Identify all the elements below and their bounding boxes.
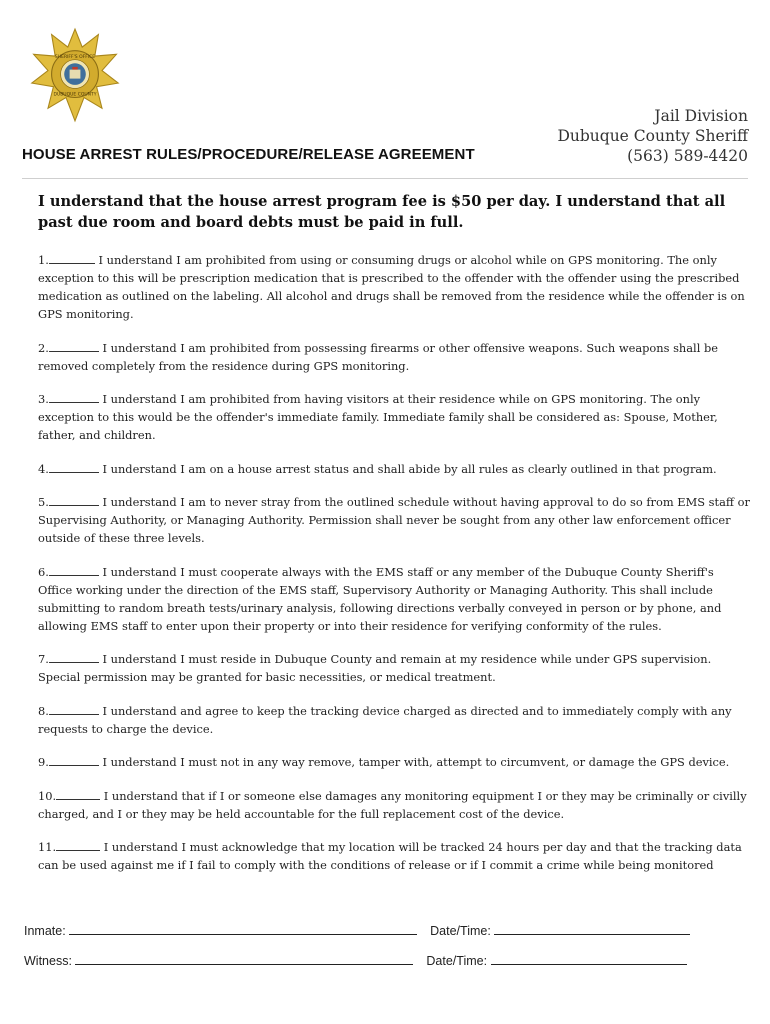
initial-blank[interactable]: [56, 789, 100, 800]
rule-item: [38, 251, 750, 323]
rule-text: I understand I must reside in Dubuque County and remain at my residence while under GPS supervision. Special permission may be granted for basic necessities, or medical treatment.: [38, 652, 712, 684]
agency-contact-block: [557, 106, 748, 166]
rule-item: [38, 339, 750, 375]
initial-blank[interactable]: [56, 840, 100, 851]
agency-phone: (563) 589-4420: [627, 147, 748, 165]
initial-blank[interactable]: [49, 253, 95, 264]
rule-text: I understand I must cooperate always with the EMS staff or any member of the Dubuque County Sheriff's Office working under the direction of the EMS staff, Supervisory Authority or Managing Authority. This shall include submitting to random breath tests/urinary analysis, following directions verbally conveyed in person or by phone, and allowing EMS staff to enter upon their property or into their residence for verifying conformity of the rules.: [38, 564, 722, 633]
witness-signature-line[interactable]: [75, 952, 413, 965]
rule-item: [38, 460, 750, 478]
rule-number: 2.: [38, 340, 49, 355]
inmate-date-label: Date/Time:: [430, 924, 491, 938]
rule-number: 10.: [38, 788, 57, 803]
rule-text: I understand and agree to keep the tracking device charged as directed and to immediately comply with any requests to charge the device.: [38, 703, 732, 736]
inmate-signature-row: [24, 922, 690, 938]
rules-list: [38, 251, 750, 890]
badge-bottom-text: DUBUQUE COUNTY: [53, 92, 97, 98]
rule-item: [38, 787, 750, 823]
initial-blank[interactable]: [49, 341, 99, 352]
rule-number: 6.: [38, 564, 49, 579]
rule-number: 3.: [38, 392, 49, 406]
rule-item: [38, 493, 750, 547]
initial-blank[interactable]: [49, 565, 99, 576]
rule-number: 8.: [38, 703, 49, 718]
sheriff-badge-logo: [30, 27, 120, 123]
witness-signature-row: [24, 952, 687, 968]
witness-date-label: Date/Time:: [426, 954, 488, 968]
rule-item: [38, 702, 750, 738]
rule-item: [38, 390, 750, 444]
rule-number: 5.: [38, 495, 49, 509]
rule-text: I understand I am prohibited from having visitors at their residence while on GPS monitoring. The only exception to this would be the offender's immediate family. Immediate family shall be considered as: Spouse, Mother, father, and children.: [38, 392, 718, 442]
rule-number: 1.: [38, 253, 49, 267]
initial-blank[interactable]: [49, 652, 99, 663]
rule-text: I understand I am prohibited from possessing firearms or other offensive weapons. Such weapons shall be removed completely from the residence during GPS monitoring.: [38, 340, 718, 373]
inmate-signature-line[interactable]: [69, 922, 417, 935]
inmate-label: Inmate:: [24, 924, 66, 938]
rule-item: [38, 563, 750, 635]
agency-name: Dubuque County Sheriff: [557, 127, 748, 145]
division-name: Jail Division: [654, 107, 748, 125]
header-divider: [22, 178, 748, 179]
initial-blank[interactable]: [49, 462, 99, 473]
rule-number: 9.: [38, 755, 49, 769]
rule-text: I understand that if I or someone else damages any monitoring equipment I or they may be criminally or civilly charged, and I or they may be held accountable for the full replacement cost of the device.: [38, 788, 747, 821]
rule-text: I understand I am to never stray from the outlined schedule without having approval to do so from EMS staff or Supervising Authority, or Managing Authority. Permission shall never be sought from any other law enforcement officer outside of these three levels.: [38, 495, 750, 545]
badge-top-text: SHERIFF'S OFFICE: [54, 54, 96, 60]
initial-blank[interactable]: [49, 392, 99, 403]
rule-text: I understand I am on a house arrest status and shall abide by all rules as clearly outlined in that program.: [102, 461, 717, 476]
rule-number: 7.: [38, 652, 49, 666]
initial-blank[interactable]: [49, 704, 99, 715]
rule-item: [38, 753, 750, 771]
document-title: HOUSE ARREST RULES/PROCEDURE/RELEASE AGREEMENT: [22, 146, 475, 163]
rule-item: [38, 838, 750, 874]
rule-number: 4.: [38, 461, 49, 476]
initial-blank[interactable]: [49, 755, 99, 766]
rule-text: I understand I must not in any way remove, tamper with, attempt to circumvent, or damage the GPS device.: [102, 755, 730, 769]
rule-text: I understand I am prohibited from using or consuming drugs or alcohol while on GPS monitoring. The only exception to this will be prescription medication that is prescribed to the offender with the offender using the prescribed medication as outlined on the labeling. All alcohol and drugs shall be removed from the residence while the offender is on GPS monitoring.: [38, 253, 745, 321]
witness-label: Witness:: [24, 954, 72, 968]
rule-number: 11.: [38, 840, 57, 854]
initial-blank[interactable]: [49, 495, 99, 506]
inmate-date-line[interactable]: [494, 922, 690, 935]
fee-statement: I understand that the house arrest program fee is $50 per day. I understand that all past due room and board debts must be paid in full.: [38, 193, 726, 231]
rule-item: [38, 650, 750, 686]
witness-date-line[interactable]: [491, 952, 687, 965]
rule-text: I understand I must acknowledge that my location will be tracked 24 hours per day and that the tracking data can be used against me if I fail to comply with the conditions of release or if I commit a crime while being monitored: [38, 840, 742, 872]
